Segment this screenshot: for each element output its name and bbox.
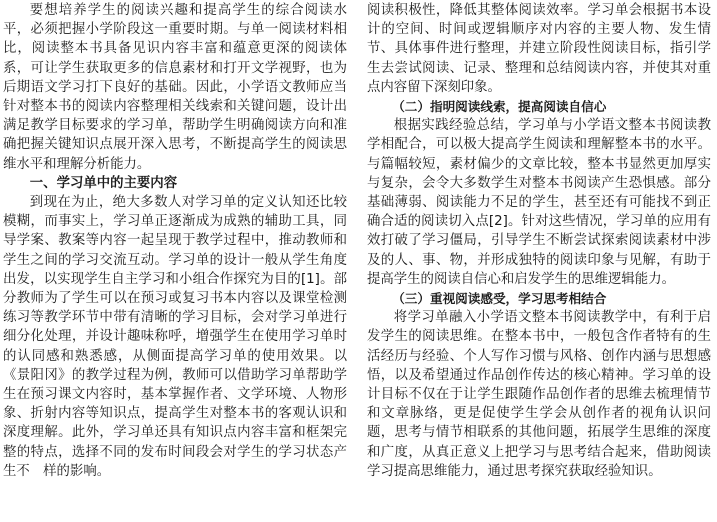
paragraph-reading-feelings: 将学习单融入小学语文整本书阅读教学中，有利于启发学生的阅读思维。在整本书中，一般包含作者特有的生活经历与经验、个人写作习惯与风格、创作内涵与思想感悟，以及希望通过作品创作传达的核心精神。学习单的设计目标不仅在于让学生跟随作品创作者的思维去梳理情节和文章脉络，更是促使学生学会从创作者的视角认识问题，思考与情节相联系的其他问题，拓展学生思维的深度和广度，从真正意义上把学习与思考结合起来，借助阅读学习提高思维能力，通过思考探究获取经验知识。 bbox=[367, 310, 711, 479]
left-column bbox=[3, 1, 347, 481]
continued-paragraph: 阅读积极性，降低其整体阅读效率。学习单会根据书本设计的空间、时间或逻辑顺序对内容的主要人物、发生情节、具体事件进行整理，并建立阶段性阅读目标，指引学生去尝试阅读、记录、整理和总结阅读内容，并使其对重点内容留下深刻印象。 bbox=[367, 3, 711, 95]
right-column bbox=[367, 1, 711, 481]
intro-paragraph: 要想培养学生的阅读兴趣和提高学生的综合阅读水平，必须把握小学阶段这一重要时期。与单一阅读材料相比，阅读整本书具备见识内容丰富和蕴意更深的阅读体系，可让学生获取更多的信息素材和打开文学视野，也为后期语文学习打下良好的基础。因此，小学语文教师应当针对整本书的阅读内容整理相关线索和关键问题，设计出满足教学目标要求的学习单，帮助学生明确阅读方向和准确把握关键知识点展开深入思考，不断提高学生的阅读思维水平和理解分析能力。 bbox=[3, 3, 347, 172]
section-heading: 一、学习单中的主要内容 bbox=[29, 175, 178, 191]
subheading-reading-clues: （二）指明阅读线索，提高阅读自信心 bbox=[392, 99, 607, 115]
paragraph-reading-clues: 根据实践经验总结，学习单与小学语文整本书阅读教学相配合，可以极大提高学生阅读和理解整本书的水平。与篇幅较短，素材偏少的文章比较，整本书显然更加厚实与复杂，会令大多数学生对整本书阅读产生恐惧感。部分基础薄弱、阅读能力不足的学生，甚至还有可能找不到正确合适的阅读切入点[2]。针对这些情况，学习单的应用有效打破了学习僵局，引导学生不断尝试探索阅读素材中涉及的人、事、物，并形成独特的阅读印象与见解，有助于提高学生的阅读自信心和启发学生的思维逻辑能力。 bbox=[367, 118, 711, 287]
section-paragraph: 到现在为止，绝大多数人对学习单的定义认知还比较模糊，而事实上，学习单正逐渐成为成熟的辅助工具，同导学案、教案等内容一起呈现于教学过程中，推动教师和学生之间的学习交流互动。学习单的设计一般从学生角度出发，以实现学生自主学习和小组合作探究为目的[1]。部分教师为了学生可以在预习或复习书本内容以及课堂检测练习等教学环节中带有清晰的学习目标，会对学习单进行细分化处理，并设计趣味称呼，增强学生在使用学习单时的认同感和熟悉感，从侧面提高学习单的使用效果。以《景阳冈》的教学过程为例，教师可以借助学习单帮助学生在预习课文内容时，基本掌握作者、文学环境、人物形象、折射内容等知识点，提高学生对整本书的客观认识和深度理解。此外，学习单还具有知识点内容丰富和框架完整的特点，选择不同的发布时间段会对学生的学习状态产生不 样的影响。 bbox=[3, 195, 347, 479]
subheading-reading-feelings: （三）重视阅读感受，学习思考相结合 bbox=[392, 291, 607, 307]
